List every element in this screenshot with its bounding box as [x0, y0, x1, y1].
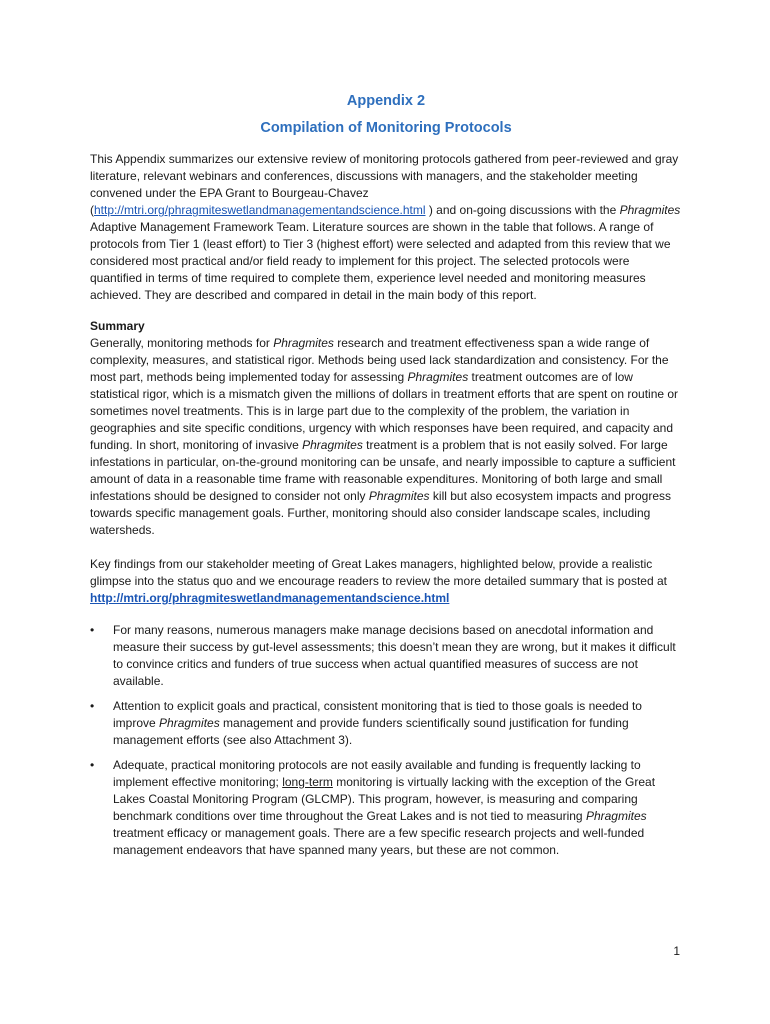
bullet-1-text: For many reasons, numerous managers make manage decisions based on anecdotal information and measure their success by gut-level assessments; this doesn’t mean they are wrong, but it makes it difficult to convince critics and funders of true success when actual quantified measures of success are not available.: [113, 623, 676, 688]
bullet-3-phragmites: Phragmites: [585, 809, 647, 823]
key-findings-link[interactable]: http://mtri.org/phragmiteswetlandmanagementandscience.html: [90, 591, 450, 605]
summary-text-3: treatment outcomes are of low statistical rigor, which is a mismatch given the millions of dollars in treatment efforts that are spent on routine or sometimes novel treatments. This is in large part due to the complexity of the problem, the variation in geographies and site specific conditions, urgency with which responses have been required, and capacity and funding. In short, monitoring of invasive: [90, 370, 679, 452]
list-item: [90, 698, 682, 749]
summary-text-5: kill but also ecosystem impacts and progress towards specific management goals. Further, monitoring should also consider landscape scales, including watersheds.: [90, 489, 671, 537]
intro-text-1: This Appendix summarizes our extensive review of monitoring protocols gathered from peer-reviewed and gray literature, relevant webinars and conferences, discussions with managers, and the stakeholder meeting convened under the EPA Grant to Bourgeau-Chavez (: [90, 152, 679, 217]
bullet-3-underlined: long-term: [282, 775, 333, 789]
intro-text-2: ) and on-going discussions with the: [425, 203, 620, 217]
bullet-2-text-1: Attention to explicit goals and practical, consistent monitoring that is tied to those goals is needed to improve: [113, 699, 642, 730]
list-item: [90, 622, 682, 690]
summary-phragmites-1: Phragmites: [273, 336, 334, 350]
summary-heading: Summary: [90, 319, 145, 333]
intro-text-3: Adaptive Management Framework Team. Literature sources are shown in the table that follows. A range of protocols from Tier 1 (least effort) to Tier 3 (highest effort) were selected and adapted from this review that we considered most practical and/or field ready to implement for this project. The selected protocols were quantified in terms of time required to complete them, experience level needed and monitoring measures achieved. They are described and compared in detail in the main body of this report.: [90, 220, 671, 302]
summary-phragmites-3: Phragmites: [302, 438, 363, 452]
summary-text-1: Generally, monitoring methods for: [90, 336, 274, 350]
summary-text-2: research and treatment effectiveness span a wide range of complexity, measures, and statistical rigor. Methods being used lack standardization and consistency. For the most part, methods being implemented today for assessing: [90, 336, 669, 384]
intro-link[interactable]: http://mtri.org/phragmiteswetlandmanagementandscience.html: [94, 203, 426, 217]
bullet-3-text-1: Adequate, practical monitoring protocols are not easily available and funding is frequently lacking to implement effective monitoring;: [113, 758, 641, 789]
summary-phragmites-2: Phragmites: [407, 370, 469, 384]
page-number: 1: [673, 944, 680, 958]
key-findings-paragraph: [90, 556, 682, 607]
bullet-3-text-2: monitoring is virtually lacking with the exception of the Great Lakes Coastal Monitoring Program (GLCMP). This program, however, is measuring and comparing benchmark conditions over time throughout the Great Lakes and is not tied to measuring: [113, 775, 656, 823]
summary-paragraph: [90, 335, 682, 539]
bullet-icon: •: [90, 699, 95, 713]
intro-phragmites: Phragmites: [619, 203, 681, 217]
findings-list: [90, 622, 682, 859]
appendix-title: Appendix 2: [346, 93, 426, 109]
intro-paragraph: [90, 151, 682, 304]
appendix-subtitle: Compilation of Monitoring Protocols: [260, 120, 512, 136]
bullet-3-text-3: treatment efficacy or management goals. There are a few specific research projects and well-funded management endeavors that have spanned many years, but these are not common.: [113, 826, 645, 857]
bullet-2-text-2: management and provide funders scientifically sound justification for funding management efforts (see also Attachment 3).: [113, 716, 629, 747]
summary-text-4: treatment is a problem that is not easily solved. For large infestations in particular, on-the-ground monitoring can be unsafe, and nearly impossible to capture a sufficient amount of data in a reasonable time frame with reasonable expenditures. Monitoring of both large and small infestations should be designed to consider not only: [90, 438, 676, 503]
bullet-icon: •: [90, 758, 95, 772]
key-findings-text: Key findings from our stakeholder meeting of Great Lakes managers, highlighted below, provide a realistic glimpse into the status quo and we encourage readers to review the more detailed summary that is posted at: [90, 557, 667, 588]
bullet-icon: •: [90, 623, 95, 637]
bullet-2-phragmites: Phragmites: [159, 716, 220, 730]
summary-phragmites-4: Phragmites: [368, 489, 430, 503]
list-item: [90, 757, 682, 859]
